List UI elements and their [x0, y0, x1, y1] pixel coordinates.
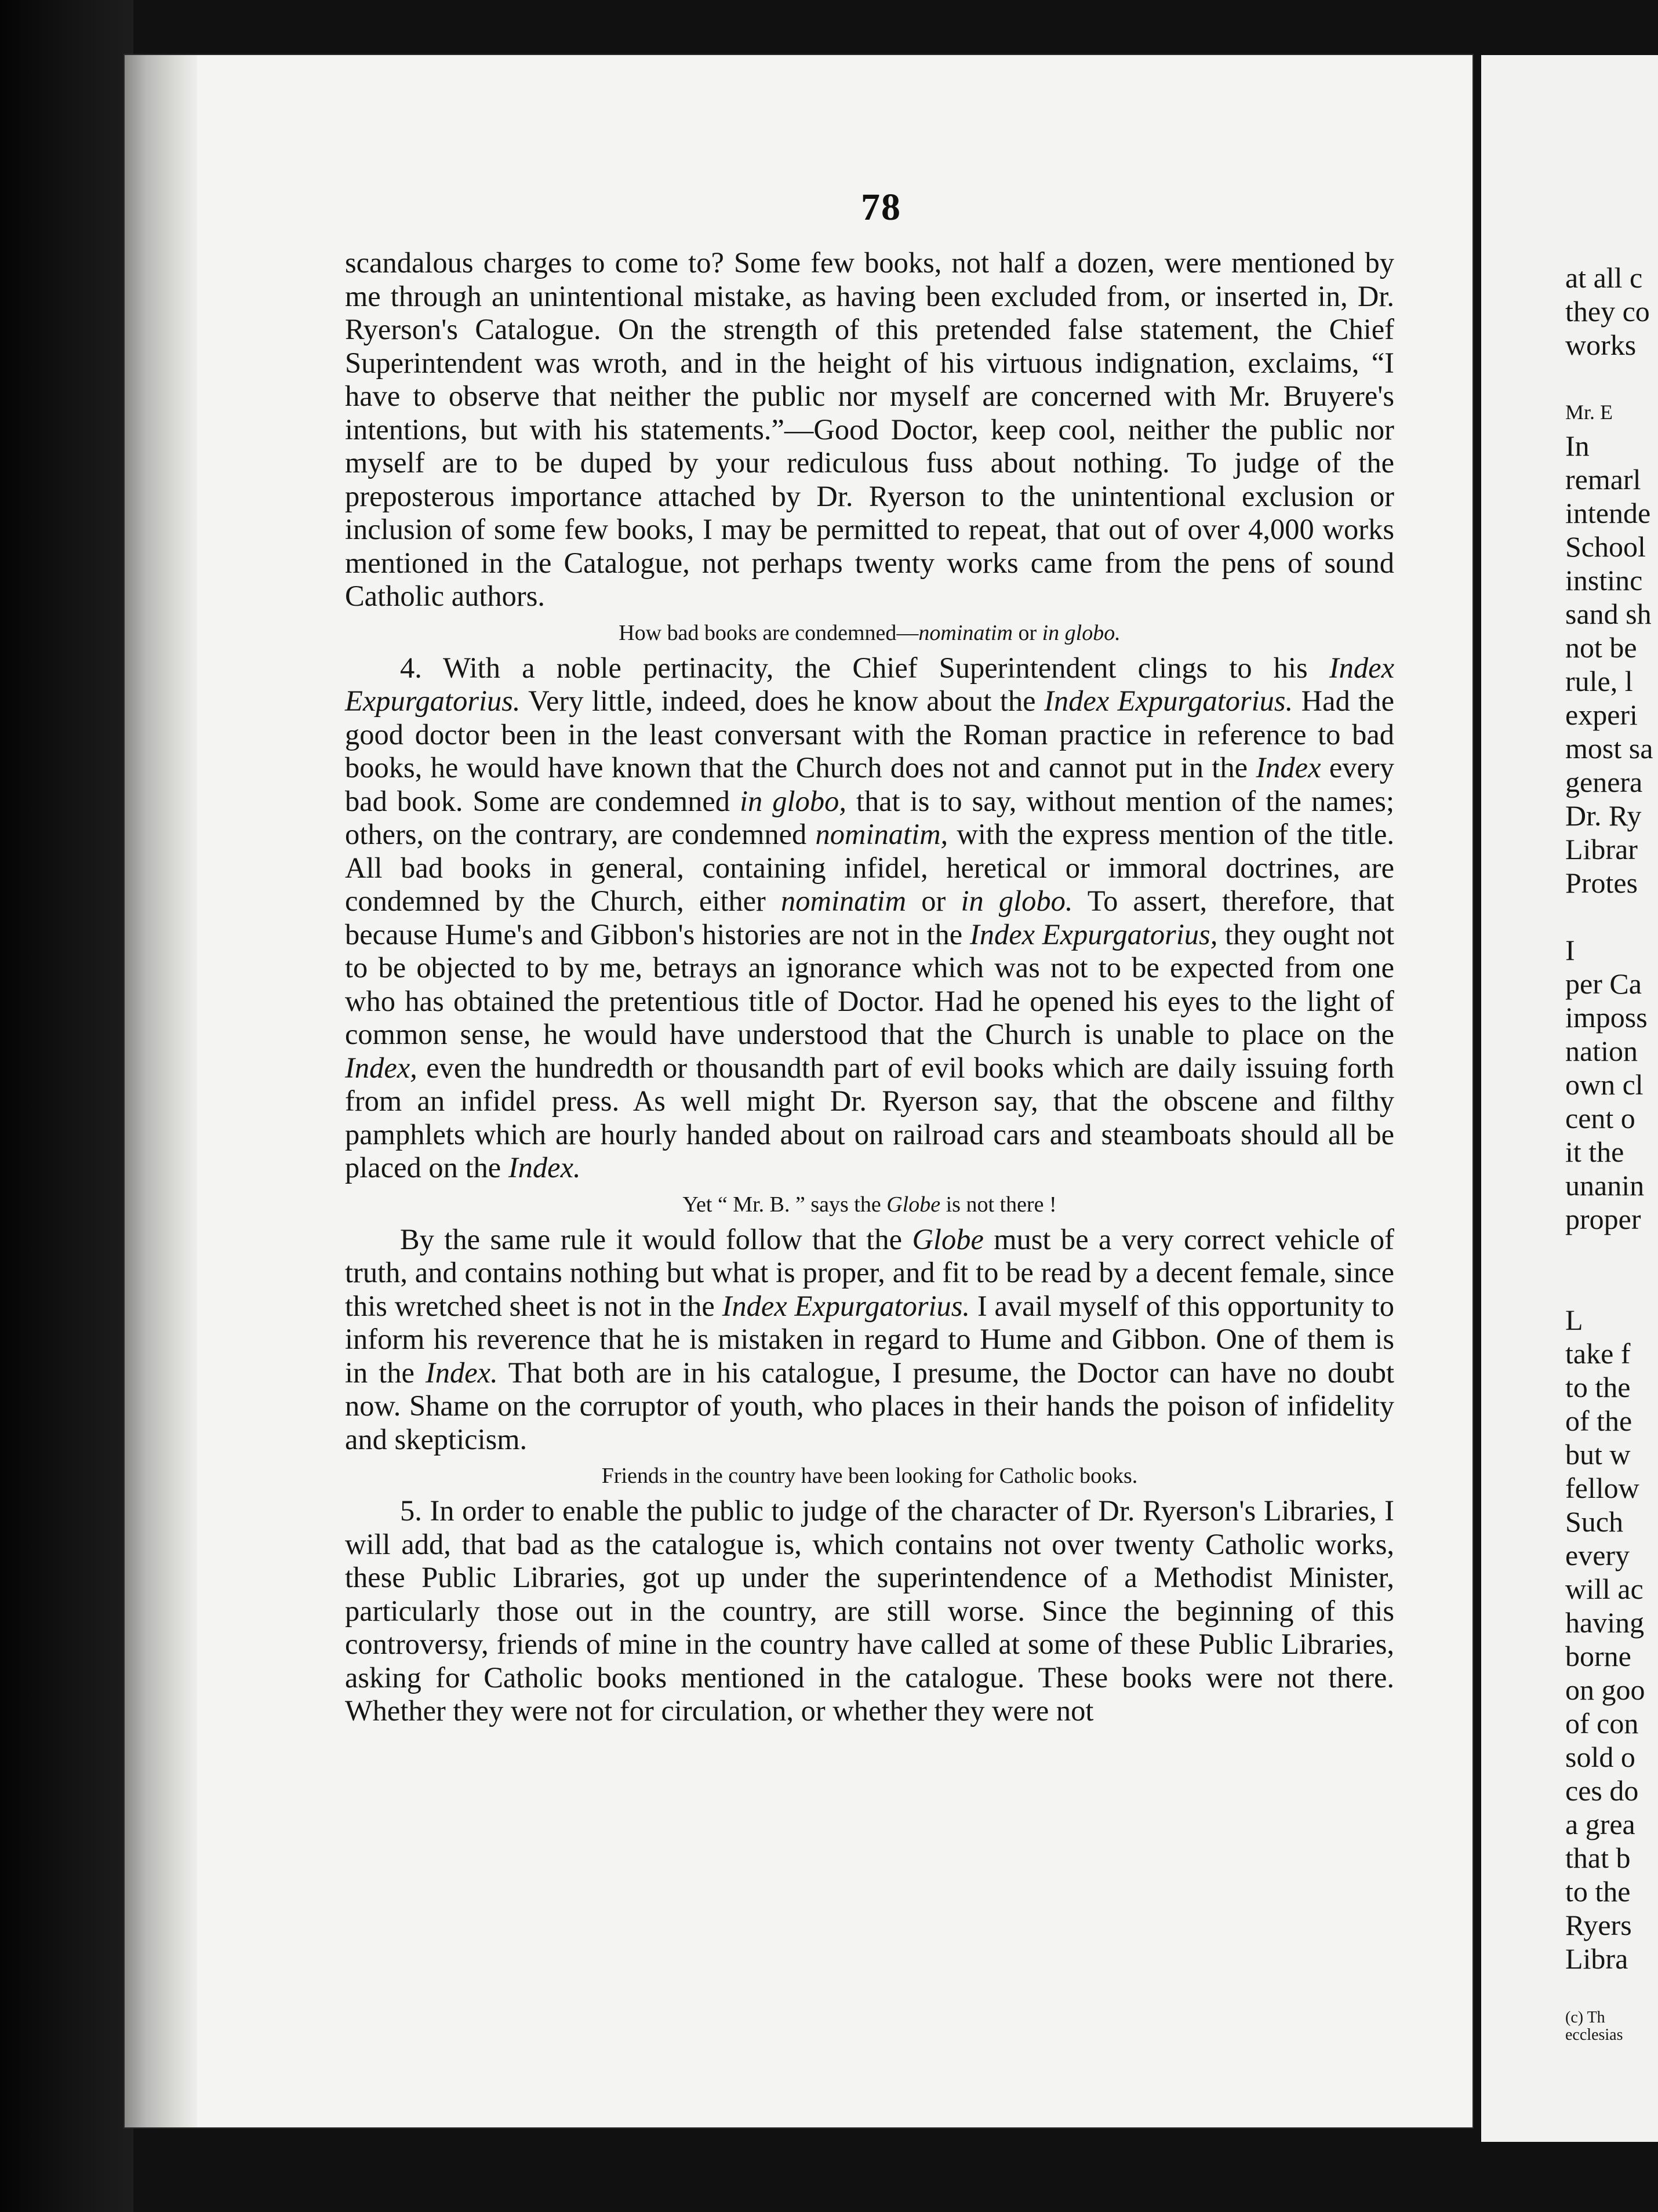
facing-page-line: intende [1565, 497, 1651, 529]
facing-page-line: Librar [1565, 833, 1638, 865]
italic-run: Index. [508, 1151, 581, 1184]
facing-page-line: Mr. E [1565, 401, 1613, 424]
line-gap [1565, 1269, 1658, 1303]
page-body [345, 246, 1394, 1728]
section-heading-bad-books: How bad books are condemned—nominatim or in globo. [619, 620, 1121, 645]
text-run: with the express mention of the title. All bad books in general, containing infidel, heretical or immoral doctrines, are condemned by the Church, either [345, 818, 1394, 917]
facing-page-line: of the [1565, 1405, 1632, 1437]
facing-page-line: of con [1565, 1707, 1639, 1740]
text-run: That both are in his catalogue, I presume, the Doctor can have no doubt now. Shame on the corruptor of youth, who places in their hands the poison of infidelity and skepticism. [345, 1356, 1394, 1456]
facing-page-line: rule, l [1565, 665, 1633, 697]
facing-page-line: Dr. Ry [1565, 799, 1642, 832]
facing-page-line: remarl [1565, 463, 1641, 496]
italic-run: Index, [345, 1051, 417, 1084]
facing-page-line: genera [1565, 766, 1643, 798]
facing-page-line: works [1565, 329, 1637, 361]
italic-run: in globo, [740, 784, 846, 817]
section-heading-globe: Yet “ Mr. B. ” says the Globe is not there ! [682, 1192, 1057, 1217]
facing-page-line: that b [1565, 1842, 1631, 1874]
text-run: 4. With a noble pertinacity, the Chief Superintendent clings to his [400, 651, 1329, 684]
paragraph-globe [345, 1223, 1394, 1457]
facing-page-line: Protes [1565, 867, 1638, 899]
text-run: even the hundredth or thousandth part of evil books which are daily issuing forth from an infidel press. As well might Dr. Ryerson say, that the obscene and filthy pamphlets which are hourly handed about on railroad cars and steamboats should all be placed on the [345, 1051, 1394, 1184]
page-spine-shadow [125, 55, 197, 2127]
facing-page-line: Libra [1565, 1942, 1628, 1975]
line-gap [1565, 900, 1658, 933]
text-run: Very little, indeed, does he know about the [520, 685, 1045, 717]
text-run: or [906, 885, 961, 917]
facing-page-line: L [1565, 1304, 1583, 1336]
italic-run: Index Expurgatorius. [345, 651, 1394, 717]
facing-page-line: borne [1565, 1640, 1631, 1672]
text-run: To assert, therefore, that because Hume's and Gibbon's histories are not in the [345, 885, 1395, 951]
italic-run: Index. [425, 1356, 498, 1389]
facing-page-line: will ac [1565, 1573, 1644, 1605]
facing-page-line: instinc [1565, 564, 1643, 596]
facing-page-line: to the [1565, 1875, 1631, 1908]
facing-page-line: take f [1565, 1337, 1631, 1370]
italic-run: nominatim [781, 885, 907, 917]
facing-page-line: a grea [1565, 1808, 1635, 1840]
italic-run: in globo. [961, 885, 1073, 917]
facing-page-line: to the [1565, 1371, 1631, 1403]
facing-page-text [1565, 261, 1658, 2044]
text-run: must be a very correct vehicle of truth, and contains nothing but what is proper, and fit to be read by a decent female, since this wretched sheet is not in the [345, 1223, 1394, 1322]
line-gap [1565, 1236, 1658, 1269]
facing-page-line: having [1565, 1606, 1645, 1639]
facing-page-line: not be [1565, 631, 1637, 664]
text-run: I avail myself of this opportunity to inform his reverence that he is mistaken in regard to Hume and Gibbon. One of them is in the [345, 1289, 1394, 1389]
facing-page-line: Such [1565, 1505, 1623, 1538]
line-gap [1565, 1975, 1658, 2009]
paragraph-5: 5. In order to enable the public to judge of the character of Dr. Ryerson's Libraries, I will add, that bad as the catalogue is, which contains not over twenty Catholic works, these Public Libraries, got up under the superintendence of a Methodist Minister, particularly those out in the country, are still worse. Since the beginning of this controversy, friends of mine in the country have called at some of these Public Libraries, asking for Catholic books mentioned in the catalogue. These books were not there. Whether they were not for circulation, or whether they were not [345, 1494, 1394, 1727]
facing-page-line: every [1565, 1539, 1630, 1571]
section-heading-catholic-books: Friends in the country have been looking for Catholic books. [601, 1464, 1138, 1488]
facing-page-line: most sa [1565, 732, 1653, 765]
text-run: By the same rule it would follow that the [400, 1223, 912, 1256]
facing-page-line: it the [1565, 1136, 1624, 1168]
italic-run: Index Expurgatorius, [969, 918, 1218, 951]
left-page [125, 55, 1472, 2127]
facing-page-line: sand sh [1565, 598, 1652, 630]
facing-page-line: School [1565, 530, 1646, 563]
facing-page-line: ces do [1565, 1774, 1639, 1807]
text-run: that is to say, without mention of the names; others, on the contrary, are condemned [345, 784, 1394, 850]
text-run: Had the good doctor been in the least conversant with the Roman practice in reference to bad books, he would have known that the Church does not and cannot put in the [345, 685, 1394, 784]
page-number: 78 [861, 186, 901, 228]
italic-run: Index Expurgatorius. [1044, 685, 1293, 717]
facing-page-line: on goo [1565, 1673, 1645, 1706]
facing-page-line: Ryers [1565, 1909, 1632, 1941]
facing-page-line: proper [1565, 1203, 1641, 1235]
facing-page-line: unanin [1565, 1169, 1645, 1202]
facing-page-line: fellow [1565, 1472, 1639, 1504]
facing-page-line: per Ca [1565, 967, 1642, 1000]
facing-page-line: (c) Th [1565, 2009, 1605, 2027]
paragraph-4 [345, 652, 1394, 1185]
facing-page-line: own cl [1565, 1068, 1644, 1101]
line-gap [1565, 362, 1658, 395]
facing-page-line: they co [1565, 295, 1650, 328]
italic-run: Index [1256, 751, 1321, 784]
italic-run: Index Expurgatorius. [722, 1289, 970, 1322]
facing-page-line: at all c [1565, 261, 1643, 294]
italic-run: Globe [912, 1223, 984, 1256]
facing-page-line: cent o [1565, 1102, 1635, 1134]
scan-background [0, 0, 133, 2212]
facing-page-line: I [1565, 934, 1575, 966]
facing-page-line: nation [1565, 1035, 1638, 1067]
italic-run: nominatim, [815, 818, 948, 850]
facing-page-line: sold o [1565, 1741, 1635, 1773]
facing-page-fragment [1481, 55, 1658, 2142]
text-run: they ought not to be objected to by me, betrays an ignorance which was not to be expected from one who has obtained the pretentious title of Doctor. Had he opened his eyes to the light of common sense, he would have understood that the Church is unable to place on the [345, 918, 1394, 1050]
paragraph-continuation: scandalous charges to come to? Some few books, not half a dozen, were mentioned by me through an unintentional mistake, as having been excluded from, or inserted in, Dr. Ryerson's Catalogue. On the strength of this pretended false statement, the Chief Superintendent was wroth, and in the height of his virtuous indignation, exclaims, “I have to observe that neither the public nor myself are concerned with Mr. Bruyere's intentions, but with his statements.”—Good Doctor, keep cool, neither the public nor myself are to be duped by your rediculous fuss about nothing. To judge of the preposterous importance attached by Dr. Ryerson to the unintentional exclusion or inclusion of some few books, I may be permitted to repeat, that out of over 4,000 works mentioned in the Catalogue, not perhaps twenty works came from the pens of sound Catholic authors. [345, 246, 1394, 612]
facing-page-line: but w [1565, 1438, 1631, 1471]
text-run: every bad book. Some are condemned [345, 751, 1394, 817]
facing-page-line: experi [1565, 698, 1638, 731]
facing-page-line: imposs [1565, 1001, 1648, 1034]
facing-page-line: In [1565, 430, 1590, 462]
facing-page-line: ecclesias [1565, 2026, 1623, 2044]
